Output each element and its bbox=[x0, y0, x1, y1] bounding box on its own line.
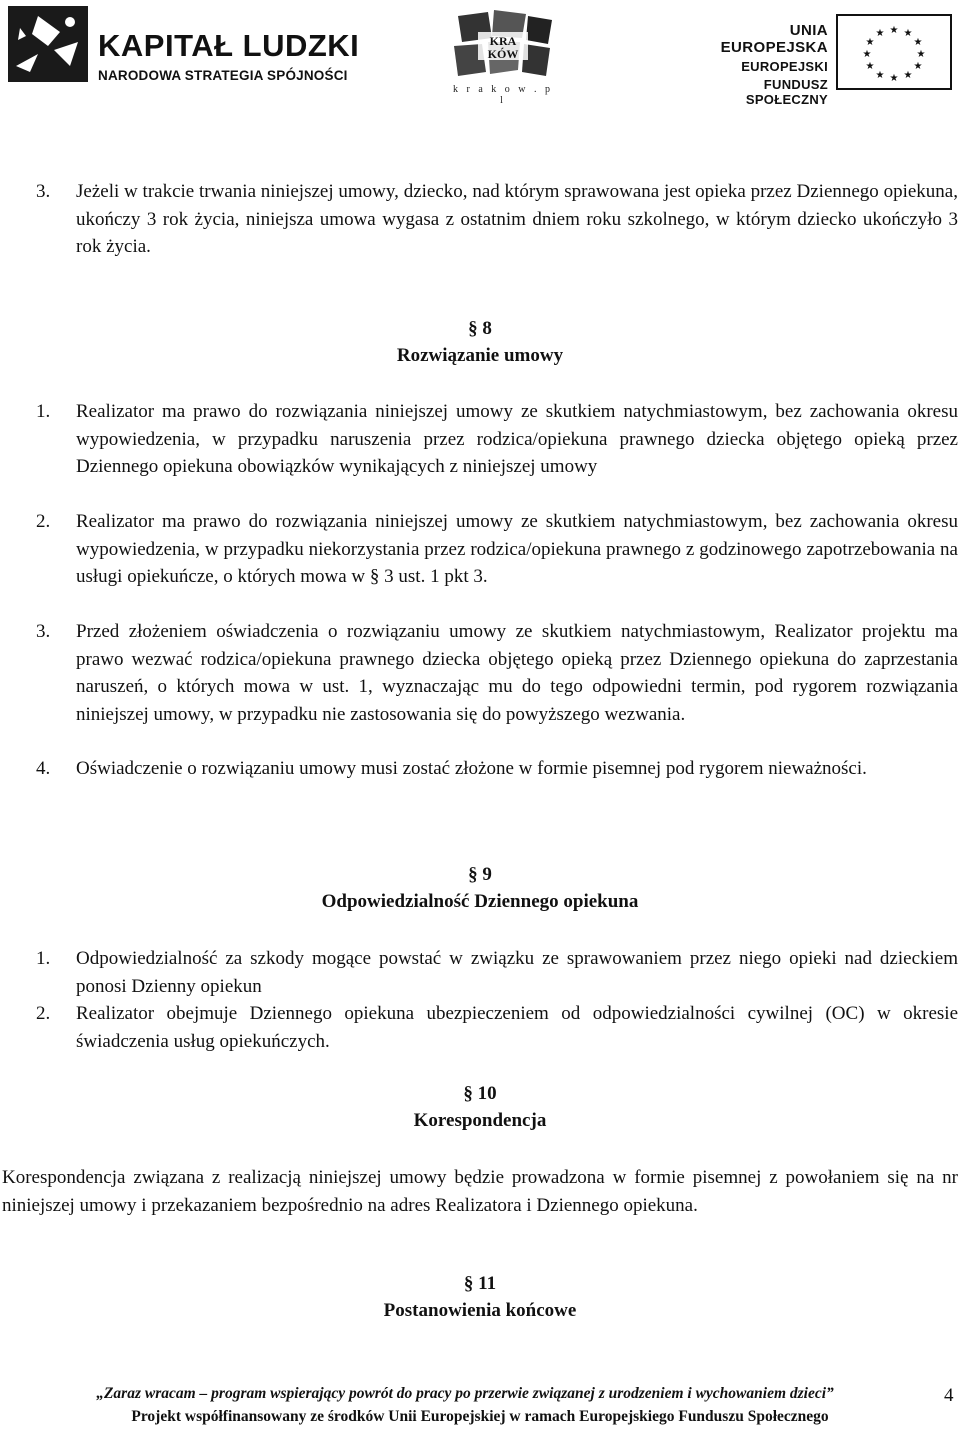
svg-text:★: ★ bbox=[875, 70, 885, 81]
section-8-item-4 bbox=[36, 755, 958, 783]
footer-funding-note: Projekt współfinansowany ze środków Unii Europejskiej w ramach Europejskiego Funduszu Społecznego bbox=[131, 1408, 829, 1425]
svg-text:★: ★ bbox=[903, 70, 913, 81]
svg-text:★: ★ bbox=[916, 49, 926, 60]
svg-text:KRA: KRA bbox=[489, 34, 517, 48]
svg-text:★: ★ bbox=[865, 37, 875, 48]
eu-line-2: EUROPEJSKI bbox=[741, 59, 828, 74]
item-number: 2. bbox=[36, 511, 51, 532]
section-10-number: § 10 bbox=[463, 1083, 497, 1104]
item-number: 4. bbox=[36, 758, 51, 779]
item-text: Realizator ma prawo do rozwiązania niniejszej umowy ze skutkiem natychmiastowym, bez zachowania okresu wypowiedzenia, w przypadku niekorzystania przez rodzica/opiekuna prawnego z godzinowego zapotrzebowania na usługi opiekuńcze, o których mowa w § 3 ust. 1 pkt 3. bbox=[76, 511, 958, 587]
krakow-url: k r a k o w . p l bbox=[453, 84, 553, 106]
svg-text:★: ★ bbox=[889, 73, 899, 84]
item-text: Przed złożeniem oświadczenia o rozwiązaniu umowy ze skutkiem natychmiastowym, Realizator projektu ma prawo wezwać rodzica/opiekuna prawnego dziecka objętego opieką przez Dziennego opiekuna do zaprzestania naruszeń, o których mowa w ust. 1, wyznaczając mu do tego odpowiedni termin, pod rygorem rozwiązania niniejszej umowy, w przypadku nie zastosowania się do powyższego wezwania. bbox=[76, 621, 958, 725]
krakow-crest-icon bbox=[448, 8, 558, 84]
kapital-ludzki-logo-icon bbox=[8, 6, 88, 82]
section-8-item-2 bbox=[36, 508, 958, 591]
section-9-title: Odpowiedzialność Dziennego opiekuna bbox=[321, 891, 639, 912]
item-text: Realizator obejmuje Dziennego opiekuna ubezpieczeniem od odpowiedzialności cywilnej (OC) w okresie świadczenia usług opiekuńczych. bbox=[76, 1003, 958, 1052]
svg-text:★: ★ bbox=[865, 61, 875, 72]
intro-item-text: Jeżeli w trakcie trwania niniejszej umowy, dziecko, nad którym sprawowana jest opieka przez Dziennego opiekuna, ukończy 3 rok życia, niniejsza umowa wygasa z ostatnim dniem roku szkolnego, w którym dziecko ukończyło 3 rok życia. bbox=[76, 181, 958, 257]
eu-line-1: UNIA EUROPEJSKA bbox=[720, 22, 828, 56]
svg-text:★: ★ bbox=[903, 28, 913, 39]
section-9-item-1 bbox=[36, 945, 958, 1000]
section-8-item-1 bbox=[36, 398, 958, 481]
kapital-ludzki-title: KAPITAŁ LUDZKI bbox=[98, 28, 360, 63]
section-11-title: Postanowienia końcowe bbox=[383, 1300, 577, 1321]
page-number: 4 bbox=[944, 1385, 954, 1406]
item-number: 3. bbox=[36, 621, 51, 642]
page-header bbox=[0, 0, 960, 105]
svg-text:★: ★ bbox=[875, 28, 885, 39]
intro-item-number: 3. bbox=[36, 181, 51, 202]
section-9-item-2 bbox=[36, 1000, 958, 1055]
item-number: 1. bbox=[36, 401, 51, 422]
section-10-paragraph: Korespondencja związana z realizacją niniejszej umowy będzie prowadzona w formie pisemnej z powołaniem się na nr niniejszej umowy i przekazaniem bezpośrednio na adres Realizatora i Dziennego opiekuna. bbox=[2, 1167, 958, 1216]
item-number: 2. bbox=[36, 1003, 51, 1024]
eu-wordmark bbox=[680, 22, 828, 107]
intro-item bbox=[36, 178, 958, 261]
krakow-logo bbox=[448, 8, 558, 106]
footer-program-name: „Zaraz wracam – program wspierający powrót do pracy po przerwie związanej z urodzeniem i wychowaniem dzieci” bbox=[96, 1385, 834, 1402]
section-9-number: § 9 bbox=[468, 864, 492, 885]
item-text: Realizator ma prawo do rozwiązania niniejszej umowy ze skutkiem natychmiastowym, bez zachowania okresu wypowiedzenia, w przypadku naruszenia przez rodzica/opiekuna prawnego dziecka objętego opieką przez Dziennego opiekuna obowiązków wynikających z niniejszej umowy bbox=[76, 401, 958, 477]
kapital-ludzki-wordmark bbox=[98, 30, 359, 83]
section-11-number: § 11 bbox=[463, 1273, 497, 1294]
section-8-title: Rozwiązanie umowy bbox=[396, 345, 564, 366]
svg-text:KÓW: KÓW bbox=[487, 47, 519, 61]
section-8-item-3 bbox=[36, 618, 958, 728]
section-8-number: § 8 bbox=[468, 318, 492, 339]
svg-text:★: ★ bbox=[913, 37, 923, 48]
svg-text:★: ★ bbox=[913, 61, 923, 72]
eu-line-3: FUNDUSZ SPOŁECZNY bbox=[745, 77, 828, 107]
section-10-title: Korespondencja bbox=[413, 1110, 547, 1131]
svg-text:★: ★ bbox=[889, 25, 899, 36]
eu-flag-icon bbox=[836, 14, 952, 90]
kapital-ludzki-subtitle: NARODOWA STRATEGIA SPÓJNOŚCI bbox=[98, 68, 348, 83]
item-text: Odpowiedzialność za szkody mogące powstać w związku ze sprawowaniem przez niego opieki nad dzieckiem ponosi Dzienny opiekun bbox=[76, 948, 958, 997]
item-number: 1. bbox=[36, 948, 51, 969]
svg-text:★: ★ bbox=[862, 49, 872, 60]
item-text: Oświadczenie o rozwiązaniu umowy musi zostać złożone w formie pisemnej pod rygorem nieważności. bbox=[76, 758, 867, 779]
